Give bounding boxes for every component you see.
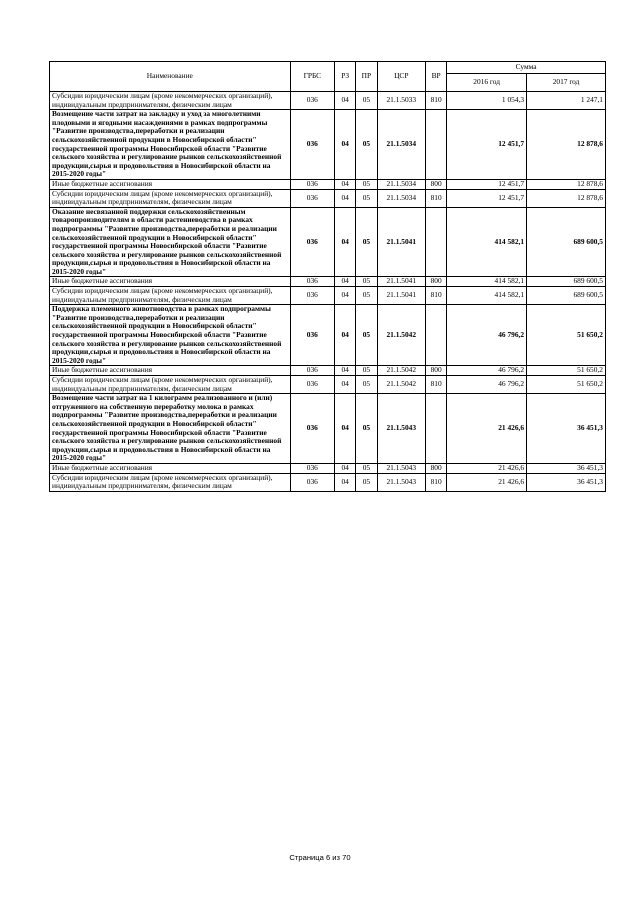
cell-sum-2017: 36 451,3 bbox=[527, 473, 606, 491]
cell-grbs: 036 bbox=[290, 473, 334, 491]
cell-pr: 05 bbox=[356, 189, 377, 207]
cell-name: Иные бюджетные ассигнования bbox=[50, 277, 291, 287]
cell-sum-2017: 689 600,5 bbox=[527, 207, 606, 277]
cell-pr: 05 bbox=[356, 366, 377, 376]
cell-sum-2016: 46 796,2 bbox=[447, 305, 527, 366]
cell-rz: 04 bbox=[335, 189, 356, 207]
cell-pr: 05 bbox=[356, 305, 377, 366]
cell-csr: 21.1.5043 bbox=[377, 394, 426, 464]
cell-rz: 04 bbox=[335, 394, 356, 464]
cell-pr: 05 bbox=[356, 277, 377, 287]
header-pr: ПР bbox=[356, 62, 377, 92]
cell-grbs: 036 bbox=[290, 207, 334, 277]
table-row bbox=[50, 473, 606, 491]
cell-sum-2016: 21 426,6 bbox=[447, 463, 527, 473]
cell-pr: 05 bbox=[356, 92, 377, 110]
cell-sum-2017: 36 451,3 bbox=[527, 463, 606, 473]
cell-pr: 05 bbox=[356, 376, 377, 394]
cell-rz: 04 bbox=[335, 179, 356, 189]
cell-sum-2016: 46 796,2 bbox=[447, 376, 527, 394]
table-row bbox=[50, 287, 606, 305]
cell-vr bbox=[426, 110, 447, 180]
cell-name: Субсидии юридическим лицам (кроме некоммерческих организаций), индивидуальным предпринимателям, физическим лицам bbox=[50, 473, 291, 491]
table-row bbox=[50, 277, 606, 287]
cell-grbs: 036 bbox=[290, 179, 334, 189]
header-year-2016: 2016 год bbox=[447, 74, 527, 92]
cell-vr: 810 bbox=[426, 473, 447, 491]
cell-sum-2017: 36 451,3 bbox=[527, 394, 606, 464]
cell-pr: 05 bbox=[356, 207, 377, 277]
cell-csr: 21.1.5042 bbox=[377, 376, 426, 394]
cell-sum-2016: 12 451,7 bbox=[447, 179, 527, 189]
cell-csr: 21.1.5041 bbox=[377, 277, 426, 287]
cell-rz: 04 bbox=[335, 366, 356, 376]
table-row bbox=[50, 376, 606, 394]
table-row bbox=[50, 366, 606, 376]
header-vr: ВР bbox=[426, 62, 447, 92]
cell-rz: 04 bbox=[335, 92, 356, 110]
cell-sum-2017: 12 878,6 bbox=[527, 110, 606, 180]
cell-pr: 05 bbox=[356, 110, 377, 180]
header-year-2017: 2017 год bbox=[527, 74, 606, 92]
cell-name: Иные бюджетные ассигнования bbox=[50, 179, 291, 189]
cell-vr: 810 bbox=[426, 189, 447, 207]
header-grbs: ГРБС bbox=[290, 62, 334, 92]
cell-grbs: 036 bbox=[290, 277, 334, 287]
cell-rz: 04 bbox=[335, 473, 356, 491]
cell-rz: 04 bbox=[335, 110, 356, 180]
cell-csr: 21.1.5034 bbox=[377, 179, 426, 189]
cell-csr: 21.1.5043 bbox=[377, 463, 426, 473]
table-row bbox=[50, 179, 606, 189]
cell-rz: 04 bbox=[335, 463, 356, 473]
cell-sum-2017: 12 878,6 bbox=[527, 179, 606, 189]
cell-grbs: 036 bbox=[290, 92, 334, 110]
cell-name: Субсидии юридическим лицам (кроме некоммерческих организаций), индивидуальным предпринимателям, физическим лицам bbox=[50, 92, 291, 110]
cell-sum-2017: 12 878,6 bbox=[527, 189, 606, 207]
cell-name: Иные бюджетные ассигнования bbox=[50, 463, 291, 473]
cell-name: Субсидии юридическим лицам (кроме некоммерческих организаций), индивидуальным предпринимателям, физическим лицам bbox=[50, 376, 291, 394]
table-row bbox=[50, 305, 606, 366]
header-rz: РЗ bbox=[335, 62, 356, 92]
cell-name: Поддержка племенного животноводства в рамках подпрограммы "Развитие производства,переработки и реализации сельскохозяйственной продукции в Новосибирской области" государственной программы Новосибирской области "Развитие сельского хозяйства и регулирование рынков сельскохозяйственной продукции,сырья и продовольствия в Новосибирской области на 2015-2020 годы" bbox=[50, 305, 291, 366]
cell-csr: 21.1.5041 bbox=[377, 287, 426, 305]
cell-vr: 810 bbox=[426, 92, 447, 110]
cell-name: Субсидии юридическим лицам (кроме некоммерческих организаций), индивидуальным предпринимателям, физическим лицам bbox=[50, 287, 291, 305]
header-csr: ЦСР bbox=[377, 62, 426, 92]
cell-sum-2016: 12 451,7 bbox=[447, 110, 527, 180]
cell-rz: 04 bbox=[335, 277, 356, 287]
cell-grbs: 036 bbox=[290, 287, 334, 305]
header-name: Наименование bbox=[50, 62, 291, 92]
cell-grbs: 036 bbox=[290, 110, 334, 180]
cell-grbs: 036 bbox=[290, 376, 334, 394]
cell-grbs: 036 bbox=[290, 305, 334, 366]
cell-grbs: 036 bbox=[290, 394, 334, 464]
table-row bbox=[50, 463, 606, 473]
cell-csr: 21.1.5041 bbox=[377, 207, 426, 277]
cell-sum-2016: 414 582,1 bbox=[447, 287, 527, 305]
table-row bbox=[50, 92, 606, 110]
cell-csr: 21.1.5042 bbox=[377, 366, 426, 376]
cell-name: Возмещение части затрат на 1 килограмм реализованного и (или) отгруженного на собственную переработку молока в рамках подпрограммы "Развитие производства,переработки и реализации сельскохозяйственной продукции в Новосибирской области" государственной программы Новосибирской области "Развитие сельского хозяйства и регулирование рынков сельскохозяйственной продукции,сырья и продовольствия в Новосибирской области на 2015-2020 годы" bbox=[50, 394, 291, 464]
cell-name: Возмещение части затрат на закладку и уход за многолетними плодовыми и ягодными насаждениями в рамках подпрограммы "Развитие производства,переработки и реализации сельскохозяйственной продукции в Новосибирской области" государственной программы Новосибирской области "Развитие сельского хозяйства и регулирование рынков сельскохозяйственной продукции,сырья и продовольствия в Новосибирской области на 2015-2020 годы" bbox=[50, 110, 291, 180]
table-row bbox=[50, 394, 606, 464]
cell-vr bbox=[426, 394, 447, 464]
cell-vr: 810 bbox=[426, 376, 447, 394]
cell-vr: 800 bbox=[426, 277, 447, 287]
cell-sum-2016: 21 426,6 bbox=[447, 394, 527, 464]
cell-vr: 800 bbox=[426, 366, 447, 376]
cell-rz: 04 bbox=[335, 305, 356, 366]
cell-grbs: 036 bbox=[290, 366, 334, 376]
cell-csr: 21.1.5034 bbox=[377, 189, 426, 207]
table-row bbox=[50, 189, 606, 207]
cell-vr: 800 bbox=[426, 179, 447, 189]
cell-grbs: 036 bbox=[290, 189, 334, 207]
cell-name: Оказание несвязанной поддержки сельскохозяйственным товаропроизводителям в области растениеводства в рамках подпрограммы "Развитие производства,переработки и реализации сельскохозяйственной продукции в Новосибирской области" государственной программы Новосибирской области "Развитие сельского хозяйства и регулирование рынков сельскохозяйственной продукции,сырья и продовольствия в Новосибирской области на 2015-2020 годы" bbox=[50, 207, 291, 277]
cell-sum-2017: 51 650,2 bbox=[527, 366, 606, 376]
cell-rz: 04 bbox=[335, 376, 356, 394]
cell-sum-2017: 51 650,2 bbox=[527, 376, 606, 394]
header-sum: Сумма bbox=[447, 62, 606, 74]
table-body bbox=[50, 92, 606, 492]
cell-grbs: 036 bbox=[290, 463, 334, 473]
cell-sum-2016: 414 582,1 bbox=[447, 277, 527, 287]
cell-name: Иные бюджетные ассигнования bbox=[50, 366, 291, 376]
table-row bbox=[50, 207, 606, 277]
cell-rz: 04 bbox=[335, 287, 356, 305]
cell-sum-2016: 12 451,7 bbox=[447, 189, 527, 207]
cell-sum-2016: 21 426,6 bbox=[447, 473, 527, 491]
cell-csr: 21.1.5034 bbox=[377, 110, 426, 180]
cell-sum-2017: 51 650,2 bbox=[527, 305, 606, 366]
cell-sum-2017: 1 247,1 bbox=[527, 92, 606, 110]
cell-pr: 05 bbox=[356, 179, 377, 189]
cell-pr: 05 bbox=[356, 287, 377, 305]
cell-sum-2017: 689 600,5 bbox=[527, 277, 606, 287]
cell-pr: 05 bbox=[356, 394, 377, 464]
cell-rz: 04 bbox=[335, 207, 356, 277]
cell-sum-2017: 689 600,5 bbox=[527, 287, 606, 305]
cell-sum-2016: 414 582,1 bbox=[447, 207, 527, 277]
cell-pr: 05 bbox=[356, 473, 377, 491]
cell-pr: 05 bbox=[356, 463, 377, 473]
table-row bbox=[50, 110, 606, 180]
cell-vr: 800 bbox=[426, 463, 447, 473]
cell-vr: 810 bbox=[426, 287, 447, 305]
cell-name: Субсидии юридическим лицам (кроме некоммерческих организаций), индивидуальным предпринимателям, физическим лицам bbox=[50, 189, 291, 207]
cell-sum-2016: 46 796,2 bbox=[447, 366, 527, 376]
page-number: Страница 6 из 70 bbox=[289, 853, 351, 862]
cell-vr bbox=[426, 207, 447, 277]
cell-csr: 21.1.5033 bbox=[377, 92, 426, 110]
cell-csr: 21.1.5043 bbox=[377, 473, 426, 491]
cell-vr bbox=[426, 305, 447, 366]
cell-sum-2016: 1 054,3 bbox=[447, 92, 527, 110]
budget-table bbox=[49, 61, 606, 492]
cell-csr: 21.1.5042 bbox=[377, 305, 426, 366]
